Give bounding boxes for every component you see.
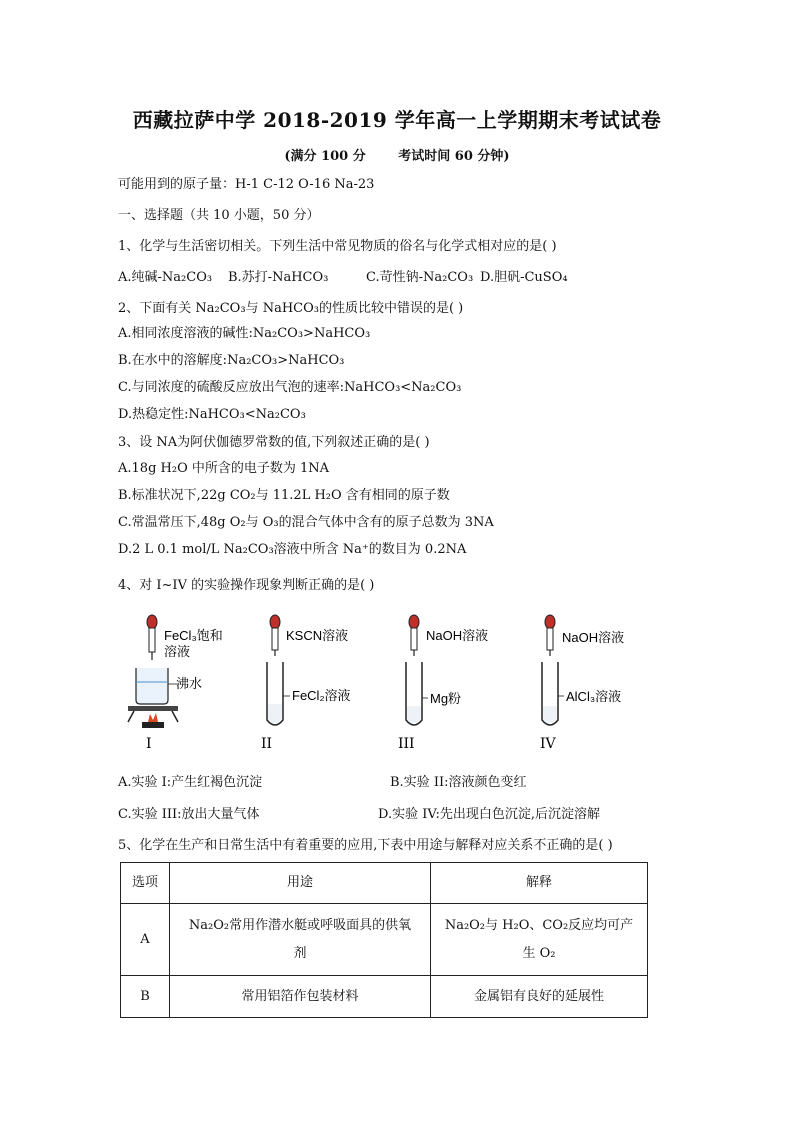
roman-label-2: II: [261, 736, 273, 752]
dropper-tube-icon: [272, 628, 278, 650]
header-use: 用途: [170, 863, 431, 904]
q3-option-d: D.2 L 0.1 mol/L Na₂CO₃溶液中所含 Na⁺的数目为 0.2NA: [118, 542, 467, 557]
q2-option-a: A.相同浓度溶液的碱性:Na₂CO₃>NaHCO₃: [118, 326, 371, 341]
row-b-explain: 金属铝有良好的延展性: [431, 976, 648, 1018]
roman-label-3: III: [398, 736, 415, 752]
row-a-use: [170, 904, 431, 976]
q4-option-a: A.实验 I:产生红褐色沉淀: [118, 775, 263, 790]
q3-stem: 3、设 NA为阿伏伽德罗常数的值,下列叙述正确的是( ): [118, 435, 430, 450]
q5-table: [120, 862, 648, 1018]
roman-label-1: I: [146, 736, 152, 752]
experiment-4-apparatus: [542, 615, 564, 725]
flame-icon: [148, 713, 158, 722]
q2-option-d: D.热稳定性:NaHCO₃<Na₂CO₃: [118, 407, 306, 422]
table-row: [121, 976, 648, 1018]
atomic-mass-line: 可能用到的原子量：H-1 C-12 O-16 Na-23: [118, 177, 375, 192]
row-a-explain-line1: Na₂O₂与 H₂O、CO₂反应均可产: [444, 917, 634, 933]
beaker-icon: [136, 668, 168, 704]
section-heading: 一、选择题（共 10 小题，50 分）: [118, 208, 320, 223]
dropper-tube-icon: [411, 628, 417, 650]
q4-option-d: D.实验 IV:先出现白色沉淀,后沉淀溶解: [378, 807, 600, 822]
row-a-explain: [431, 904, 648, 976]
q4-stem: 4、对 I~IV 的实验操作现象判断正确的是( ): [118, 578, 375, 593]
header-option: 选项: [121, 863, 170, 904]
burner-icon: [142, 722, 164, 728]
q1-option-d: D.胆矾-CuSO₄: [480, 270, 568, 285]
q4-option-b: B.实验 II:溶液颜色变红: [390, 775, 527, 790]
q4-option-c: C.实验 III:放出大量气体: [118, 807, 260, 822]
exp2-label: FeCl₂溶液: [292, 688, 351, 703]
experiment-figure: [118, 612, 658, 757]
row-a-explain-line2: 生 O₂: [522, 945, 556, 961]
header-explain: 解释: [431, 863, 648, 904]
q1-option-c: C.苛性钠-Na₂CO₃: [366, 270, 474, 285]
q1-stem: 1、化学与生活密切相关。下列生活中常见物质的俗名与化学式相对应的是( ): [118, 239, 557, 254]
table-header-row: [121, 863, 648, 904]
row-a-use-line2: 剂: [293, 945, 307, 961]
page-title: 西藏拉萨中学 2018-2019 学年高一上学期期末考试试卷: [132, 108, 662, 132]
row-a-use-line1: Na₂O₂常用作潜水艇或呼吸面具的供氧: [188, 917, 412, 933]
dropper-tube-icon: [547, 628, 553, 650]
dropper-tube-icon: [149, 628, 155, 652]
q3-option-b: B.标准状况下,22g CO₂与 11.2L H₂O 含有相同的原子数: [118, 488, 450, 503]
exam-info: [0, 145, 794, 164]
q2-stem: 2、下面有关 Na₂CO₃与 NaHCO₃的性质比较中错误的是( ): [118, 301, 464, 316]
q2-option-b: B.在水中的溶解度:Na₂CO₃>NaHCO₃: [118, 353, 345, 368]
dropper-bulb-icon: [545, 615, 555, 629]
q3-option-a: A.18g H₂O 中所含的电子数为 1NA: [118, 461, 330, 476]
exp1-label: 沸水: [176, 676, 203, 691]
exp3-label: Mg粉: [430, 691, 462, 706]
exp4-label: AlCl₃溶液: [566, 689, 622, 704]
exp1-reagent-line1: FeCl₃饱和: [164, 628, 223, 643]
q3-option-c: C.常温常压下,48g O₂与 O₃的混合气体中含有的原子总数为 3NA: [118, 515, 494, 530]
row-a-option: A: [121, 904, 170, 976]
exp2-reagent: KSCN溶液: [286, 628, 349, 643]
dropper-bulb-icon: [270, 615, 280, 629]
exam-time: 考试时间 60 分钟): [398, 149, 510, 164]
q1-option-a: A.纯碱-Na₂CO₃: [118, 270, 213, 285]
dropper-bulb-icon: [147, 615, 157, 629]
row-b-use: 常用铝箔作包装材料: [170, 976, 431, 1018]
exp3-reagent: NaOH溶液: [426, 628, 489, 643]
q2-option-c: C.与同浓度的硫酸反应放出气泡的速率:NaHCO₃<Na₂CO₃: [118, 380, 462, 395]
roman-label-4: IV: [540, 736, 556, 752]
table-row: [121, 904, 648, 976]
row-b-option: B: [121, 976, 170, 1018]
full-score: (满分 100 分: [284, 149, 366, 164]
q5-stem: 5、化学在生产和日常生活中有着重要的应用,下表中用途与解释对应关系不正确的是( ): [118, 838, 613, 853]
tripod-gauze-icon: [128, 706, 178, 711]
exp4-reagent: NaOH溶液: [562, 630, 625, 645]
q1-option-b: B.苏打-NaHCO₃: [228, 270, 329, 285]
dropper-bulb-icon: [409, 615, 419, 629]
exp1-reagent-line2: 溶液: [164, 644, 191, 659]
experiment-3-apparatus: [406, 615, 428, 725]
